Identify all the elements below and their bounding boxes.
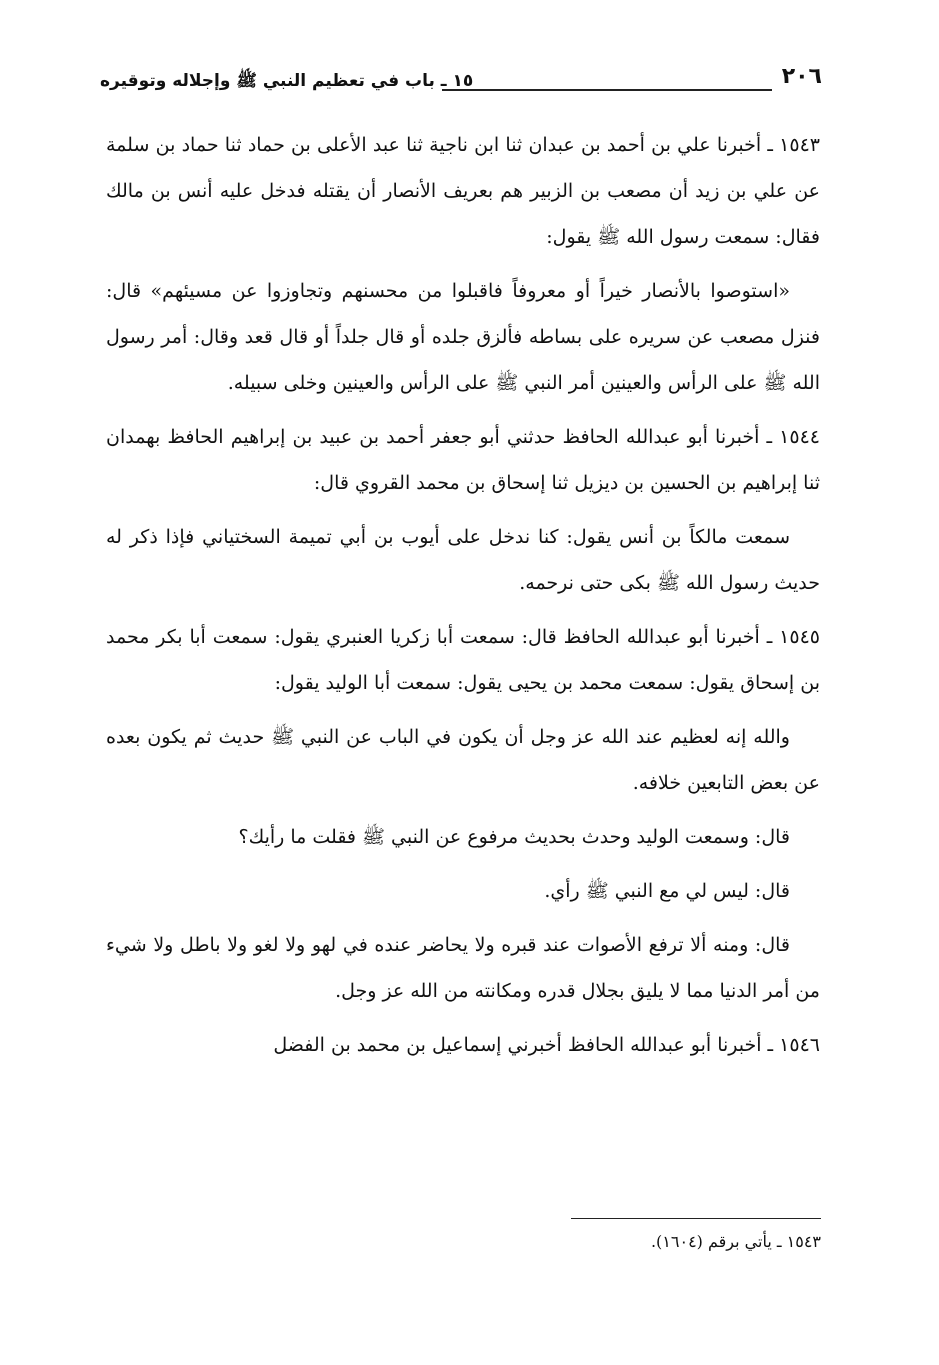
hadith-1544-paragraph: ١٥٤٤ ـ أخبرنا أبو عبدالله الحافظ حدثني أبو جعفر أحمد بن عبيد بن إبراهيم الحافظ بهمدان ثنا إبراهيم بن الحسين بن ديزيل ثنا إسحاق بن محمد القروي قال:: [106, 426, 820, 494]
main-text: [106, 122, 820, 1068]
page-number: ٢٠٦: [781, 64, 822, 89]
running-header: [100, 58, 822, 98]
chapter-title: ١٥ ـ باب في تعظيم النبي ﷺ وإجلاله وتوقيره: [100, 71, 474, 91]
hadith-1545-paragraph: ١٥٤٥ ـ أخبرنا أبو عبدالله الحافظ قال: سمعت أبا زكريا العنبري يقول: سمعت أبا بكر محمد بن إسحاق يقول: سمعت محمد بن يحيى يقول: سمعت أبا الوليد يقول:: [106, 626, 820, 694]
footnote: ١٥٤٣ ـ يأتي برقم (١٦٠٤).: [650, 1232, 821, 1251]
hadith-1543-text-paragraph: «استوصوا بالأنصار خيراً أو معروفاً فاقبلوا من محسنهم وتجاوزوا عن مسيئهم» قال: فنزل مصعب عن سريره على بساطه فألزق جلده أو قال جلداً أو قال قعد وقال: أمر رسول الله ﷺ على الرأس والعينين أمر النبي ﷺ على الرأس والعينين وخلى سبيله.: [106, 280, 820, 394]
hadith-1544-text-paragraph: سمعت مالكاً بن أنس يقول: كنا ندخل على أيوب بن أبي تميمة السختياني فإذا ذكر له حديث رسول الله ﷺ بكى حتى نرحمه.: [106, 526, 820, 594]
hadith-1543-paragraph: ١٥٤٣ ـ أخبرنا علي بن أحمد بن عبدان ثنا ابن ناجية ثنا عبد الأعلى بن حماد ثنا حماد بن سلمة عن علي بن زيد أن مصعب بن الزبير هم بعريف الأنصار أن يقتله فدخل عليه أنس بن مالك فقال: سمعت رسول الله ﷺ يقول:: [106, 134, 820, 248]
hadith-1545-note-paragraph: قال: ومنه ألا ترفع الأصوات عند قبره ولا يحاضر عنده في لهو ولا لغو ولا باطل ولا شيء من أمر الدنيا مما لا يليق بجلال قدره ومكانته من الله عز وجل.: [106, 934, 820, 1002]
footnote-rule: [571, 1218, 821, 1219]
hadith-1546-paragraph: ١٥٤٦ ـ أخبرنا أبو عبدالله الحافظ أخبرني إسماعيل بن محمد بن الفضل: [273, 1034, 820, 1056]
hadith-1545-question-paragraph: قال: وسمعت الوليد وحدث بحديث مرفوع عن النبي ﷺ فقلت ما رأيك؟: [238, 826, 790, 848]
hadith-1545-text-paragraph: والله إنه لعظيم عند الله عز وجل أن يكون في الباب عن النبي ﷺ حديث ثم يكون بعده عن بعض التابعين خلافه.: [106, 726, 820, 794]
header-rule: [442, 89, 772, 91]
hadith-1545-answer-paragraph: قال: ليس لي مع النبي ﷺ رأي.: [544, 880, 790, 902]
